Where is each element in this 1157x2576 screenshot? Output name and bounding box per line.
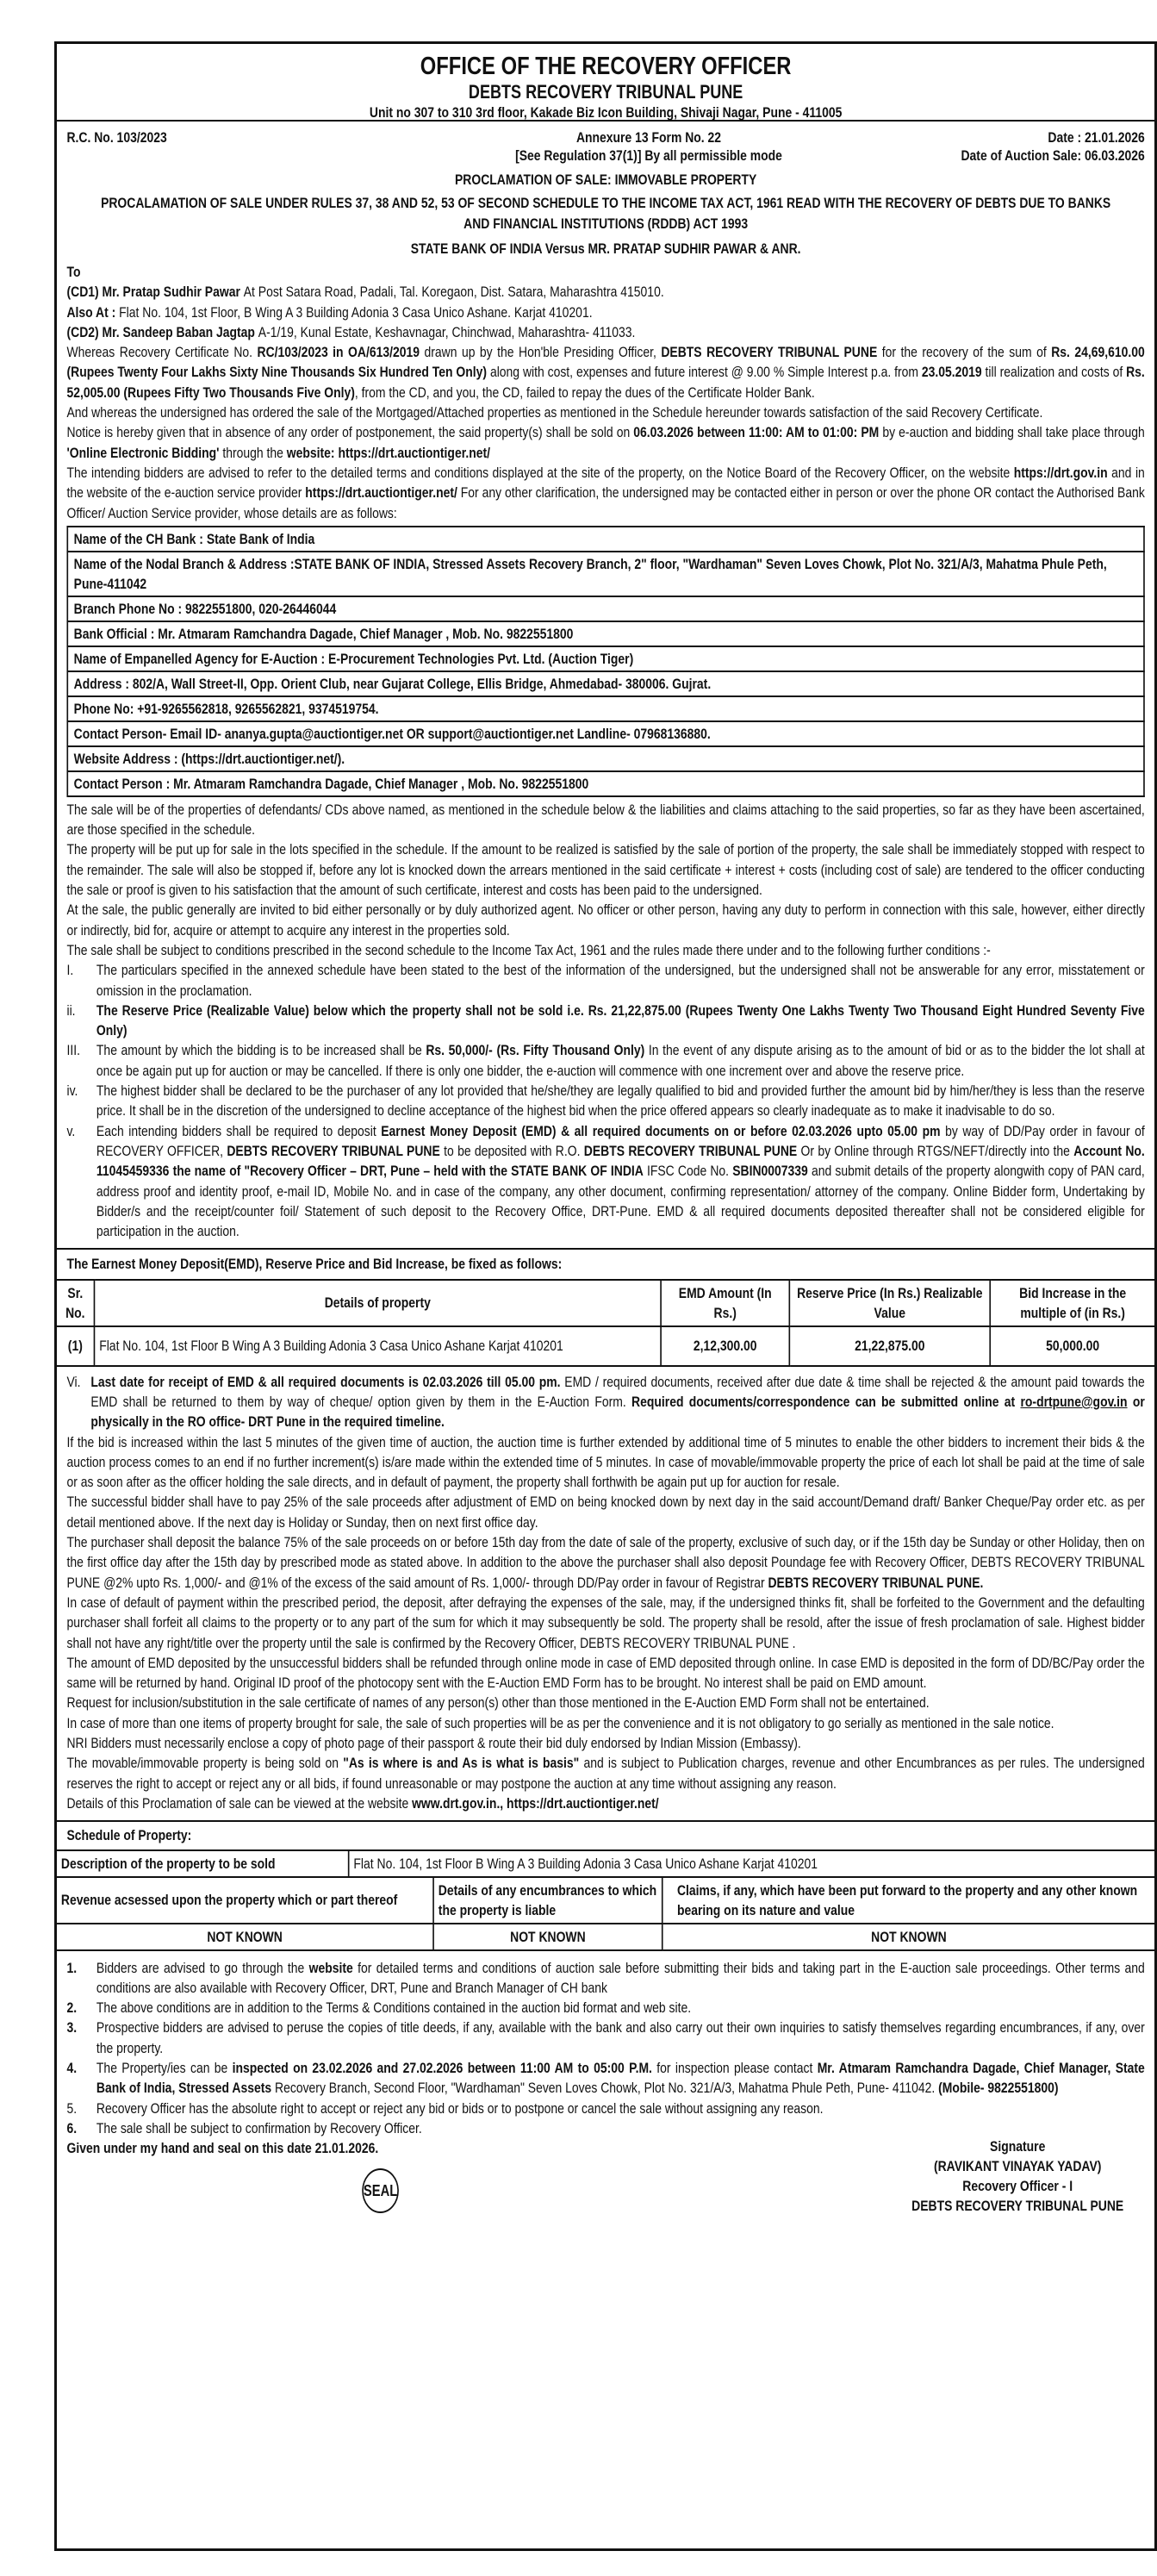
contact-row: [67, 721, 1144, 746]
table-row: [57, 1326, 1154, 1366]
office-address: Unit no 307 to 310 3rd floor, Kakade Biz Icon Building, Shivaji Nagar, Pune - 411005: [369, 104, 843, 121]
list-text: [96, 2099, 1145, 2118]
contact-detail: Phone No: +91-9265562818, 9265562821, 9374519754.: [67, 696, 1144, 721]
text-segment: Prospective bidders are advised to peruse the copies of title deeds, if any, available with the bank and also carry out their own inquiries to satisfy themselves regarding encumbrances, if any, over the property.: [96, 2019, 1145, 2056]
text-segment: for inspection please contact: [651, 2060, 818, 2076]
rules-heading: PROCALAMATION OF SALE UNDER RULES 37, 38 AND 52, 53 OF SECOND SCHEDULE TO THE INCOME TAX ACT, 1961 READ WITH THE RECOVERY OF DEBTS DUE TO BANKS AND FINANCIAL INSTITUTIONS (RDDB) ACT 1993: [101, 195, 1111, 232]
list-text: [96, 1958, 1145, 1999]
text-segment: A-1/19, Kunal Estate, Keshavnagar, Chinchwad, Maharashtra- 411033.: [258, 323, 636, 340]
text-segment: Flat No. 104, 1st Floor, B Wing A 3 Building Adonia 3 Casa Unico Ashane. Karjat 410201.: [119, 303, 593, 321]
bid-increase: 50,000.00: [990, 1326, 1154, 1366]
contact-detail: Name of Empanelled Agency for E-Auction : E-Procurement Technologies Pvt. Ltd. (Auction Tiger): [67, 646, 1144, 671]
text-segment: In the event of any dispute arising as to the amount of bid or as to the bidder the lot shall at once be again put up for auction or may be cancelled. If there is only one bidder, the e-auction will commence with one increment over and above the reserve price.: [96, 1042, 1145, 1079]
schedule-section: [57, 1820, 1154, 1950]
document-header: [57, 44, 1154, 122]
list-marker: 3.: [66, 2019, 78, 2036]
list-text: [96, 1121, 1145, 1242]
office-title: OFFICE OF THE RECOVERY OFFICER: [420, 53, 792, 80]
text-segment: In case of more than one items of property brought for sale, the sale of such properties will be as per the convenience and it is not obligatory to go serially as mentioned in the sale notice.: [66, 1714, 1054, 1731]
list-item: [66, 2058, 1144, 2099]
paragraph: [66, 1593, 1144, 1653]
text-segment: 23.05.2019: [921, 364, 982, 381]
text-segment: Recovery Officer has the absolute right to accept or reject any bid or bids or to postpone or cancel the sale without assigning any reason.: [96, 2099, 824, 2117]
text-segment: The amount of EMD deposited by the unsuccessful bidders shall be refunded through online mode in case of EMD deposited through online. In case EMD is deposited in the form of DD/BC/Pay order the same will be returned by hand. Original ID proof of the photocopy sent with the E-Auction EMD Form has to be brought. No interest shall be paid on EMD amount.: [66, 1654, 1145, 1692]
emd-heading: The Earnest Money Deposit(EMD), Reserve Price and Bid Increase, be fixed as follows:: [66, 1256, 563, 1273]
contact-detail: Contact Person- Email ID- ananya.gupta@auctiontiger.net OR support@auctiontiger.net Landline- 07968136880.: [67, 721, 1144, 746]
text-segment: to be deposited with R.O.: [439, 1142, 584, 1159]
contact-detail: Branch Phone No : 9822551800, 020-26446044: [67, 596, 1144, 621]
text-segment: or physically in the RO office- DRT Pune in the required timeline.: [90, 1393, 1145, 1431]
list-item: [66, 1998, 1144, 2018]
paragraph: [66, 1492, 1144, 1532]
contact-row: [67, 671, 1144, 696]
paragraph: [66, 1753, 1144, 1793]
schedule-table: [57, 1849, 1154, 1878]
list-marker: I.: [66, 962, 74, 979]
paragraph: [66, 303, 1144, 322]
text-segment: and in the website of the e-auction service provider: [66, 464, 1145, 502]
contact-detail: Website Address : (https://drt.auctiontiger.net/).: [67, 746, 1144, 771]
to-label: To: [66, 264, 81, 280]
annexure: Annexure 13 Form No. 22: [575, 129, 722, 146]
text-segment: www.drt.gov.in., https://drt.auctiontiger.net/: [412, 1794, 659, 1812]
list-marker: v.: [66, 1122, 76, 1139]
paragraph: [66, 422, 1144, 463]
text-segment: https://drt.auctiontiger.net/: [305, 484, 457, 502]
text-segment: through the: [219, 444, 287, 461]
list-marker: 6.: [66, 2119, 78, 2136]
revenue-value: NOT KNOWN: [57, 1924, 433, 1950]
text-segment: If the bid is increased within the last 5 minutes of the given time of auction, the auction time is further extended by additional time of 5 minutes to enable the other bidders to increment their bids & the auction process comes to an end if no further increment(s) is/are made within the extended time of 5 minutes. In case of movable/immovable property the price of each lot shall be paid at the time of sale or as soon after as the officer holding the sale directs, and in default of payment, the property shall forthwith be again put up for auction for resale.: [66, 1433, 1145, 1491]
text-segment: and is subject to Publication charges, revenue and other Encumbrances as per rules. The undersigned reserves the right to accept or reject any or all bids, if found unreasonable or may postpone the auction at any time without assigning any reason.: [66, 1755, 1145, 1792]
description-label: Description of the property to be sold: [57, 1850, 349, 1877]
meta-row: [66, 122, 1144, 165]
description-value: Flat No. 104, 1st Floor B Wing A 3 Building Adonia 3 Casa Unico Ashane Karjat 410201: [349, 1850, 1155, 1877]
text-segment: Details of this Proclamation of sale can be viewed at the website: [66, 1794, 413, 1812]
text-segment: , from the CD, and you, the CD, failed to repay the dues of the Certificate Holder Bank.: [354, 384, 815, 401]
text-segment: Bidders are advised to go through the: [96, 1959, 309, 1976]
text-segment: Recovery Branch, Second Floor, "Wardhaman" Seven Loves Chowk, Plot No. 321/A/3, Mahatma Phule Peth, Pune- 411042.: [271, 2080, 939, 2097]
text-segment: inspected on 23.02.2026 and 27.02.2026 between 11:00 AM to 05:00 P.M.: [232, 2060, 652, 2076]
text-segment: website: https://drt.auctiontiger.net/: [286, 444, 491, 461]
text-segment: Required documents/correspondence can be submitted online at: [631, 1393, 1021, 1410]
paragraph: [66, 463, 1144, 523]
list-marker: 1.: [66, 1959, 78, 1976]
list-marker: Vi.: [66, 1373, 81, 1390]
text-segment: Account No. 11045459336 the name of "Recovery Officer – DRT, Pune – held with the STATE BANK OF INDIA: [96, 1142, 1145, 1180]
list-item: [66, 1040, 1144, 1081]
list-item: [66, 1958, 1144, 1999]
reserve-price: 21,22,875.00: [789, 1326, 990, 1366]
text-segment: EMD / required documents, received after due date & time shall be rejected & the amount paid towards the EMD shall be returned to them by way of cheque/ option given by them in the E-Auction Form.: [90, 1373, 1145, 1410]
text-segment: NRI Bidders must necessarily enclose a copy of photo page of their passport & route their bid duly endorsed by Indian Mission (Embassy).: [66, 1735, 801, 1752]
list-marker: 2.: [66, 1999, 78, 2017]
rc-number: R.C. No. 103/2023: [66, 129, 167, 146]
col-reserve: Reserve Price (In Rs.) Realizable Value: [789, 1280, 990, 1326]
list-item: [66, 2018, 1144, 2058]
text-segment: Rs. 50,000/- (Rs. Fifty Thousand Only): [426, 1042, 645, 1059]
seal-stamp: SEAL: [362, 2168, 399, 2213]
encumbrances-value: NOT KNOWN: [433, 1924, 662, 1950]
text-segment: The Reserve Price (Realizable Value) below which the property shall not be sold i.e. Rs. 21,22,875.00 (Rupees Twenty One Lakhs Twenty Two Thousand Eight Hundred Seventy Five Only): [96, 1001, 1145, 1039]
paragraph: [66, 282, 1144, 302]
list-text: [96, 2058, 1145, 2099]
col-sr-no: Sr. No.: [57, 1280, 94, 1326]
list-item: [66, 1001, 1144, 1041]
list-text: [90, 1372, 1144, 1432]
text-segment: Request for inclusion/substitution in the sale certificate of names of any person(s) other than those mentioned in the E-Auction EMD Form shall not be entertained.: [66, 1694, 930, 1712]
proclamation-heading: PROCLAMATION OF SALE: IMMOVABLE PROPERTY: [454, 172, 757, 188]
text-segment: Or by Online through RTGS/NEFT/directly into the: [797, 1142, 1074, 1159]
text-segment: by e-auction and bidding shall take place through: [879, 424, 1145, 441]
text-segment: DEBTS RECOVERY TRIBUNAL PUNE: [583, 1142, 798, 1159]
text-segment: for detailed terms and conditions of auction sale before submitting their bids and taking part in the E-auction sale proceedings. Other terms and conditions are also available with Recovery Officer, DRT, Pune and Branch Manager of CH bank: [96, 1959, 1145, 1996]
list-item: [66, 2099, 1144, 2118]
paragraph: [66, 1733, 1144, 1753]
contact-detail: Address : 802/A, Wall Street-II, Opp. Orient Club, near Gujarat College, Ellis Bridge, Ahmedabad- 380006. Gujrat.: [67, 671, 1144, 696]
contact-detail: Name of the CH Bank : State Bank of India: [67, 527, 1144, 552]
contact-row: [67, 771, 1144, 796]
col-increase: Bid Increase in the multiple of (in Rs.): [990, 1280, 1154, 1326]
text-segment: and submit details of the property alongwith copy of PAN card, address proof and identity proof, e-mail ID, Mobile No. and in case of the company, any other document, confirming representation/ attorney of the company. Online Bidder form, Undertaking by Bidder/s and the receipt/counter foil/ Statement of such deposit to the Recovery Office, DRT-Pune. EMD & all required documents deposited thereafter shall not be considered eligible for participation in the auction.: [96, 1163, 1145, 1240]
given-under-seal: Given under my hand and seal on this date 21.01.2026.: [66, 2140, 379, 2157]
officer-office: DEBTS RECOVERY TRIBUNAL PUNE: [911, 2198, 1124, 2215]
list-item: [66, 960, 1144, 1001]
text-segment: The above conditions are in addition to the Terms & Conditions contained in the auction bid format and web site.: [96, 1999, 692, 2017]
col-encumbrances: Details of any encumbrances to which the property is liable: [433, 1877, 662, 1924]
list-text: [96, 960, 1145, 1001]
text-segment: till realization and costs of: [981, 364, 1127, 381]
list-text: [96, 1081, 1145, 1121]
text-segment: The property will be put up for sale in the lots specified in the schedule. If the amount to be realized is satisfied by the sale of portion of the property, the sale shall be immediately stopped with respect to the remainder. The sale will also be stopped if, before any lot is knocked down the arrears mentioned in the said certificate + interest + costs (including cost of sale) are tendered to the officer conducting the sale or proof is given to his satisfaction that the amount of such certificate, interest and costs has been paid to the undersigned.: [66, 841, 1145, 899]
text-segment: At the sale, the public generally are invited to bid either personally or by duly authorized agent. No officer or other person, having any duty to perform in connection with this sale, however, either directly or indirectly, bid for, acquire or attempt to acquire any interest in the properties sold.: [66, 901, 1145, 939]
list-item: [66, 2118, 1144, 2138]
text-segment: The movable/immovable property is being sold on: [66, 1755, 344, 1772]
emd-deadline-note: [66, 1372, 1144, 1432]
text-segment: The sale shall be subject to conditions prescribed in the second schedule to the Income Tax Act, 1961 and the rules made there under and to the following further conditions :-: [66, 941, 991, 958]
text-segment: Whereas Recovery Certificate No.: [66, 344, 258, 361]
col-claims: Claims, if any, which have been put forward to the property and any other known bearing on its nature and value: [662, 1877, 1155, 1924]
text-segment: Also At :: [66, 303, 120, 321]
officer-name: (RAVIKANT VINAYAK YADAV): [933, 2158, 1102, 2175]
contact-row: [67, 552, 1144, 596]
text-segment: And whereas the undersigned has ordered the sale of the Mortgaged/Attached properties as mentioned in the Schedule hereunder towards satisfaction of the said Recovery Certificate.: [66, 404, 1043, 421]
paragraph: [66, 1653, 1144, 1693]
paragraph: [66, 1793, 1144, 1813]
conditions-list: [66, 960, 1144, 1241]
paragraph: [66, 940, 1144, 960]
text-segment: The Property/ies can be: [96, 2060, 233, 2076]
list-item: [66, 1081, 1144, 1121]
contact-row: [67, 621, 1144, 646]
contact-detail: Bank Official : Mr. Atmaram Ramchandra Dagade, Chief Manager , Mob. No. 9822551800: [67, 621, 1144, 646]
list-marker: ii.: [66, 1001, 76, 1019]
list-marker: 5.: [66, 2099, 78, 2117]
text-segment: for the recovery of the sum of: [877, 344, 1052, 361]
list-marker: 4.: [66, 2060, 78, 2076]
emd-table: [57, 1279, 1154, 1367]
contact-row: [67, 746, 1144, 771]
sale-paragraphs: [66, 800, 1144, 960]
text-segment: 06.03.2026 between 11:00: AM to 01:00: PM: [633, 424, 880, 441]
sr-no: (1): [57, 1326, 94, 1366]
text-segment: SBIN0007339: [732, 1163, 808, 1180]
paragraph: [66, 1532, 1144, 1593]
text-segment: For any other clarification, the undersigned may be contacted either in person or over the phone OR contact the Authorised Bank Officer/ Auction Service provider, whose details are as follows:: [66, 484, 1145, 521]
text-segment: DEBTS RECOVERY TRIBUNAL PUNE.: [768, 1574, 984, 1591]
text-segment: "As is where is and As is what is basis": [343, 1755, 580, 1772]
text-segment: The particulars specified in the annexed schedule have been stated to the best of the information of the undersigned, but the undersigned shall not be answerable for any error, misstatement or omission in the proclamation.: [96, 962, 1145, 999]
property-details: Flat No. 104, 1st Floor B Wing A 3 Building Adonia 3 Casa Unico Ashane Karjat 410201: [94, 1326, 661, 1366]
schedule-details-table: [57, 1876, 1154, 1951]
paragraph: [66, 1432, 1144, 1493]
text-segment: The sale will be of the properties of defendants/ CDs above named, as mentioned in the schedule below & the liabilities and claims attaching to the said properties, so far as they have been ascertained, are those specified in the schedule.: [66, 801, 1145, 839]
col-emd: EMD Amount (In Rs.): [661, 1280, 789, 1326]
list-text: [96, 2118, 1145, 2138]
text-segment: Last date for receipt of EMD & all required documents is 02.03.2026 till 05.00 pm.: [90, 1373, 561, 1390]
text-segment: The highest bidder shall be declared to be the purchaser of any lot provided that he/she/they are legally qualified to bid and provided further the amount bid by him/her/they is less than the reserve price. It shall be in the discretion of the undersigned to decline acceptance of the highest bid when the price offered appears so clearly inadequate as to make it inadvisable to do so.: [96, 1082, 1145, 1120]
paragraph: [66, 1693, 1144, 1712]
text-segment: (Mobile- 9822551800): [938, 2080, 1059, 2097]
signature-label: Signature: [990, 2138, 1046, 2155]
auction-date: Date of Auction Sale: 06.03.2026: [961, 147, 1145, 164]
text-segment: Rs. 52,005.00 (Rupees Fifty Two Thousands Five Only): [66, 364, 1145, 401]
text-segment: https://drt.gov.in: [1013, 464, 1108, 481]
text-segment: Earnest Money Deposit (EMD) & all required documents on or before 02.03.2026 upto 05.00 pm: [381, 1122, 941, 1139]
text-segment: In case of default of payment within the prescribed period, the deposit, after defraying the expenses of the sale, may, if the undersigned thinks fit, shall be forfeited to the Government and the defaulting purchaser shall forfeit all claims to the property or to any part of the sum for which it may subsequently be sold. The property shall be resold, after the issue of fresh proclamation of sale. Highest bidder shall not have any right/title over the property until the sale is confirmed by the Recovery Officer, DEBTS RECOVERY TRIBUNAL PUNE .: [66, 1594, 1145, 1651]
contact-row: [67, 696, 1144, 721]
text-segment: website: [308, 1959, 353, 1976]
paragraph: [66, 800, 1144, 840]
tribunal-name: DEBTS RECOVERY TRIBUNAL PUNE: [468, 81, 743, 103]
text-segment: Notice is hereby given that in absence of any order of postponement, the said property(s) shall be sold on: [66, 424, 634, 441]
intro-paragraphs: [66, 282, 1144, 523]
officer-designation: Recovery Officer - I: [962, 2178, 1073, 2195]
text-segment: Each intending bidders shall be required to deposit: [96, 1122, 382, 1139]
proclamation-document: [54, 41, 1157, 2551]
list-text: [96, 1001, 1145, 1041]
text-segment: DEBTS RECOVERY TRIBUNAL PUNE: [661, 344, 878, 361]
paragraph: [66, 402, 1144, 422]
table-row: [57, 1924, 1154, 1950]
paragraph: [66, 342, 1144, 402]
contact-row: [67, 646, 1144, 671]
list-text: [96, 1040, 1145, 1081]
text-segment: The amount by which the bidding is to be increased shall be: [96, 1042, 426, 1059]
list-marker: iv.: [66, 1082, 78, 1100]
regulation: [See Regulation 37(1)] By all permissible mode: [515, 147, 782, 164]
list-item: [66, 1121, 1144, 1242]
text-segment: RC/103/2023 in OA/613/2019: [257, 344, 420, 361]
text-segment: The sale shall be subject to confirmation by Recovery Officer.: [96, 2119, 422, 2136]
notice-date: Date : 21.01.2026: [1048, 129, 1145, 146]
text-segment: (CD1) Mr. Pratap Sudhir Pawar: [66, 284, 244, 301]
list-marker: III.: [66, 1042, 80, 1059]
parties-heading: STATE BANK OF INDIA Versus MR. PRATAP SUDHIR PAWAR & ANR.: [410, 240, 801, 257]
paragraph: [66, 839, 1144, 900]
emd-amount: 2,12,300.00: [661, 1326, 789, 1366]
text-segment: DEBTS RECOVERY TRIBUNAL PUNE: [227, 1142, 440, 1159]
text-segment: Rs. 24,69,610.00 (Rupees Twenty Four Lakhs Sixty Nine Thousands Six Hundred Ten Only): [66, 344, 1145, 381]
list-item: [66, 1372, 1144, 1432]
schedule-title: Schedule of Property:: [66, 1827, 192, 1844]
emd-section: [57, 1248, 1154, 1366]
text-segment: 'Online Electronic Bidding': [66, 444, 220, 461]
contact-row: [67, 596, 1144, 621]
notes-list: [66, 1958, 1144, 2139]
contact-row: [67, 527, 1144, 552]
list-text: [96, 1998, 1145, 2018]
text-segment: The purchaser shall deposit the balance 75% of the sale proceeds on or before 15th day from the date of sale of the property, exclusive of such day, or if the 15th day be Sunday or other Holiday, then on the first office day after the 15th day by prescribed mode as stated above. In addition to the above the purchaser shall also deposit Poundage fee with Recovery Officer, DEBTS RECOVERY TRIBUNAL PUNE @2% upto Rs. 1,000/- and @1% of the excess of the said amount of Rs. 1,000/- through DD/Pay order in favour of Registrar: [66, 1534, 1145, 1591]
signature-block: [66, 2138, 1144, 2216]
text-segment: IFSC Code No.: [643, 1163, 733, 1180]
col-details: Details of property: [94, 1280, 661, 1326]
contact-detail: Name of the Nodal Branch & Address :STATE BANK OF INDIA, Stressed Assets Recovery Branch, 2" floor, "Wardhaman" Seven Loves Chowk, Plot No. 321/A/3, Mahatma Phule Peth, Pune-411042: [67, 552, 1144, 596]
text-segment: Mr. Atmaram Ramchandra Dagade, Chief Manager, State Bank of India, Stressed Assets: [96, 2060, 1145, 2097]
text-segment[interactable]: ro-drtpune@gov.in: [1020, 1393, 1128, 1410]
text-segment: along with cost, expenses and future interest @ 9.00 % Simple Interest p.a. from: [487, 364, 922, 381]
text-segment: The intending bidders are advised to refer to the detailed terms and conditions displayed at the site of the property, on the Notice Board of the Recovery Officer, on the website: [66, 464, 1014, 481]
claims-value: NOT KNOWN: [662, 1924, 1155, 1950]
paragraph: [66, 322, 1144, 342]
text-segment: The successful bidder shall have to pay 25% of the sale proceeds after adjustment of EMD on being knocked down by next day in the said account/Demand draft/ Banker Cheque/Pay order etc. as per detail mentioned above. If the next day is Holiday or Sunday, then on next first office day.: [66, 1494, 1145, 1531]
text-segment: At Post Satara Road, Padali, Tal. Koregaon, Dist. Satara, Maharashtra 415010.: [243, 284, 664, 301]
text-segment: (CD2) Mr. Sandeep Baban Jagtap: [66, 323, 258, 340]
contact-details-table: [66, 526, 1144, 797]
text-segment: drawn up by the Hon'ble Presiding Officer,: [419, 344, 662, 361]
contact-detail: Contact Person : Mr. Atmaram Ramchandra Dagade, Chief Manager , Mob. No. 9822551800: [67, 771, 1144, 796]
terms-paragraphs: [66, 1432, 1144, 1814]
list-text: [96, 2018, 1145, 2058]
paragraph: [66, 1713, 1144, 1733]
paragraph: [66, 900, 1144, 940]
text-segment: by way of DD/Pay order in favour of RECOVERY OFFICER,: [96, 1122, 1145, 1159]
col-revenue: Revenue acsessed upon the property which or part thereof: [57, 1877, 433, 1924]
